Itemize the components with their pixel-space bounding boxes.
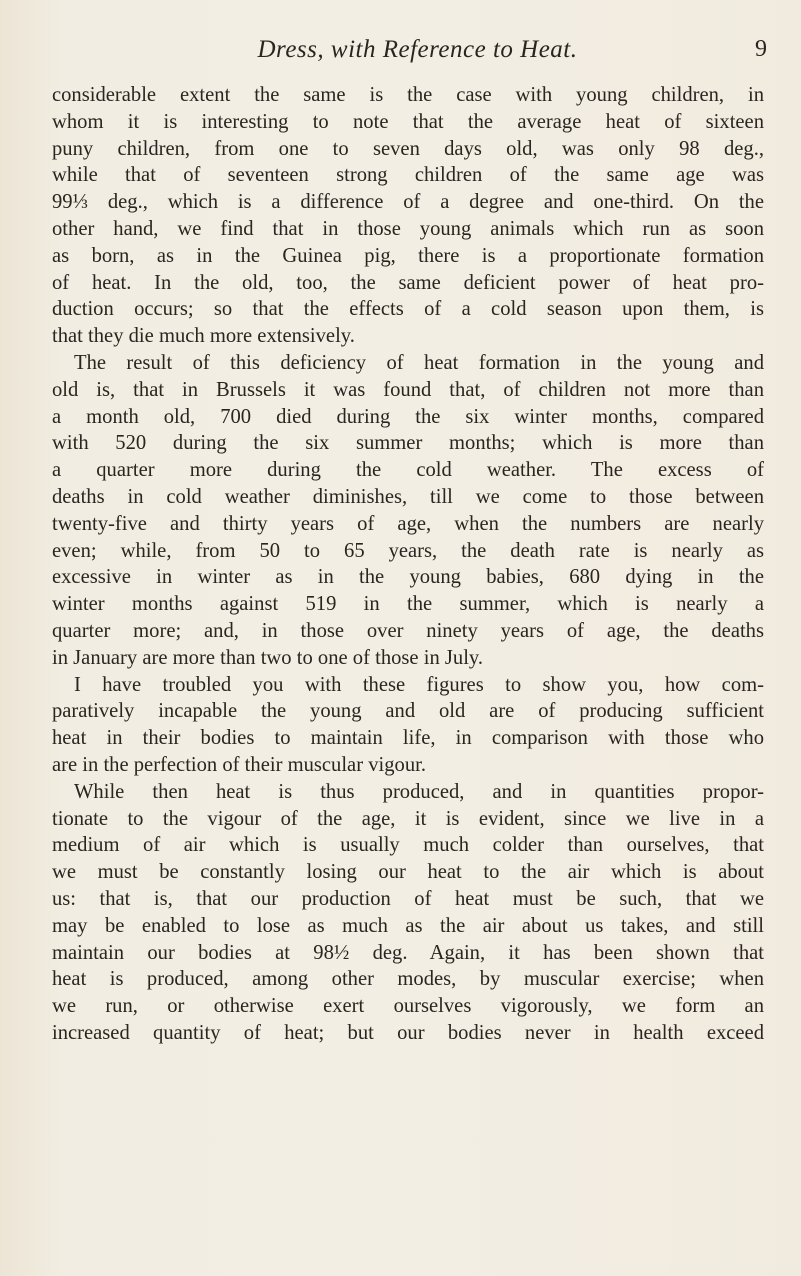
text-line: considerable extent the same is the case with young children, in [52, 84, 764, 106]
text-line: in January are more than two to one of those in July. [52, 646, 484, 669]
text-line: while that of seventeen strong children of the same age was [52, 164, 764, 187]
text-line: old is, that in Brussels it was found that, of children not more than [52, 378, 764, 401]
page-header [58, 36, 777, 70]
text-line: duction occurs; so that the effects of a cold season upon them, is [52, 298, 764, 321]
text-line: medium of air which is usually much colder than ourselves, that [52, 834, 764, 857]
text-line: a quarter more during the cold weather. The excess of [52, 459, 764, 482]
text-line: 99⅓ deg., which is a difference of a degree and one-third. On the [52, 191, 764, 214]
text-line: winter months against 519 in the summer, which is nearly a [52, 593, 764, 616]
text-line: tionate to the vigour of the age, it is evident, since we live in a [52, 807, 764, 830]
text-line: excessive in winter as in the young babies, 680 dying in the [52, 566, 764, 589]
text-line: heat in their bodies to maintain life, in comparison with those who [52, 727, 764, 750]
text-line: that they die much more extensively. [52, 325, 355, 348]
body-text [52, 82, 764, 1047]
text-line: I have troubled you with these figures to show you, how com- [74, 673, 764, 696]
text-line: heat is produced, among other modes, by muscular exercise; when [52, 968, 764, 991]
text-line: whom it is interesting to note that the average heat of sixteen [52, 110, 764, 133]
text-line: paratively incapable the young and old are of producing sufficient [52, 700, 764, 723]
text-line: The result of this deficiency of heat formation in the young and [74, 351, 764, 374]
text-line: deaths in cold weather diminishes, till we come to those between [52, 485, 764, 508]
text-line: we must be constantly losing our heat to the air which is about [52, 861, 764, 884]
text-line: as born, as in the Guinea pig, there is a proportionate formation [52, 244, 764, 267]
text-line: we run, or otherwise exert ourselves vigorously, we form an [52, 995, 764, 1018]
page-number: 9 [755, 36, 767, 62]
text-line: twenty-five and thirty years of age, when the numbers are nearly [52, 512, 764, 535]
text-line: us: that is, that our production of heat must be such, that we [52, 887, 764, 910]
text-line: even; while, from 50 to 65 years, the death rate is nearly as [52, 539, 764, 562]
text-line: maintain our bodies at 98½ deg. Again, it has been shown that [52, 941, 764, 964]
text-line: other hand, we find that in those young animals which run as soon [52, 217, 764, 240]
text-line: a month old, 700 died during the six winter months, compared [52, 405, 764, 428]
text-line: of heat. In the old, too, the same deficient power of heat pro- [52, 271, 764, 294]
running-title: Dress, with Reference to Heat. [257, 36, 578, 63]
text-line: may be enabled to lose as much as the air about us takes, and still [52, 914, 764, 937]
text-line: with 520 during the six summer months; which is more than [52, 432, 764, 455]
text-line: are in the perfection of their muscular vigour. [52, 753, 426, 776]
text-line: increased quantity of heat; but our bodies never in health exceed [52, 1021, 764, 1044]
text-line: While then heat is thus produced, and in quantities propor- [74, 780, 764, 803]
text-line: puny children, from one to seven days old, was only 98 deg., [52, 137, 764, 160]
text-line: quarter more; and, in those over ninety years of age, the deaths [52, 619, 764, 642]
